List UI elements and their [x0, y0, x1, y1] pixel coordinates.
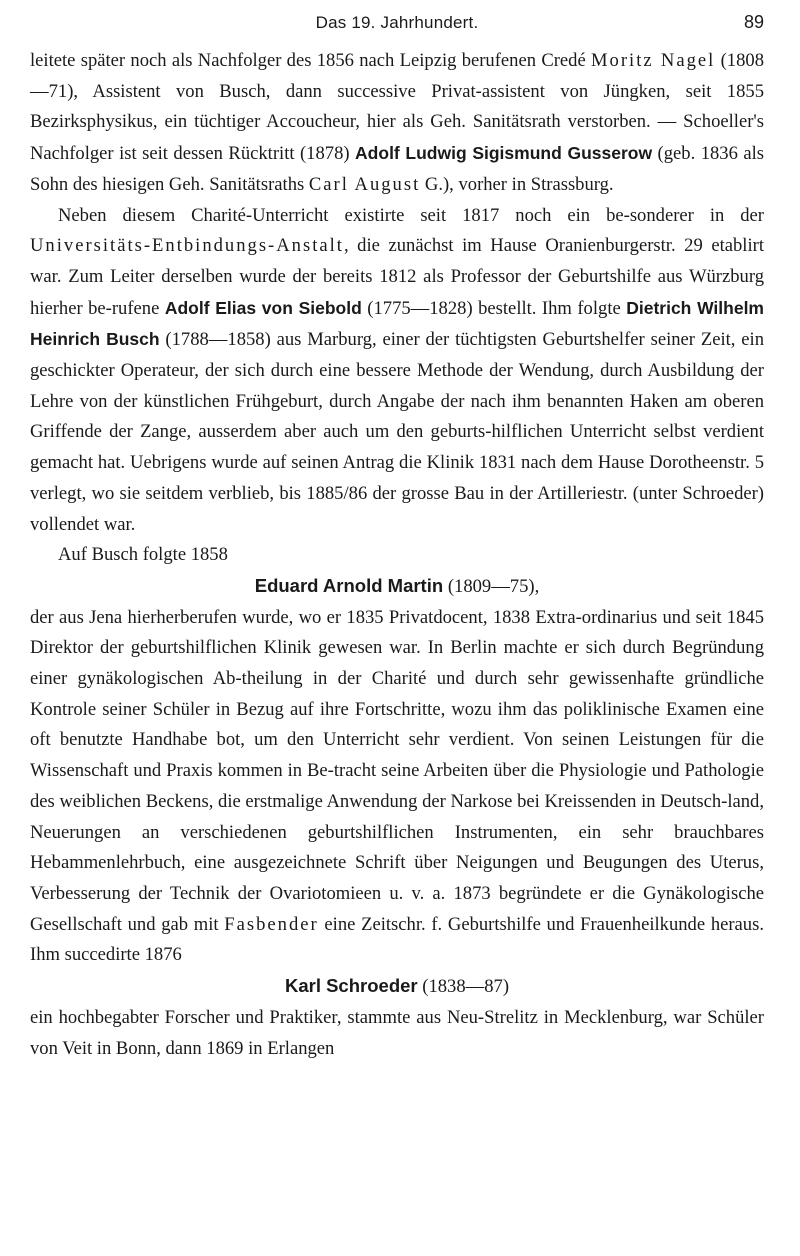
text-segment: G.), vorher in Strassburg. [424, 173, 614, 195]
body-text [30, 46, 764, 1064]
text-segment: der aus Jena hierherberufen wurde, wo er 1835 Privatdocent, 1838 Extra-ordinarius und seit 1845 Direktor der geburtshilflichen Klinik gewesen war. In Berlin machte er sich durch Begründung einer gynäkologischen Ab-theilung in der Charité und durch sehr gewissenhafte gründliche Kontrole seiner Schüler in Bezug auf ihre Fortschritte, wozu ihm das poliklinische Examen eine oft benutzte Handhabe bot, um den Unterricht sehr verdient. Von seinen Leistungen für die Wissenschaft und Praxis kommen in Be-tracht seine Arbeiten über die Physiologie und Pathologie des weiblichen Beckens, die erstmalige Anwendung der Narkose bei Kreissenden in Deutsch-land, Neuerungen an verschiedenen geburtshilflichen Instrumenten, ein sehr brauchbares Hebammenlehrbuch, eine ausgezeichnete Schrift über Neigungen und Beugungen des Uterus, Verbesserung der Technik der Ovariotomieen u. v. a. 1873 begründete er die Gynäkologische Gesellschaft und gab mit [30, 606, 764, 935]
heading-name: Karl Schroeder [284, 975, 418, 997]
paragraph-nagel-gusserow [30, 46, 764, 201]
text-segment: (geb. 1836 als Sohn des hiesigen Geh. Sanitätsraths [30, 143, 764, 195]
running-title: Das 19. Jahrhundert. [315, 13, 479, 32]
paragraph-busch-folgte [30, 540, 764, 571]
heading-dates: (1809—75), [447, 575, 540, 597]
institution-name: Universitäts-Entbindungs-Anstalt [30, 235, 344, 257]
person-name-siebold: Adolf Elias von Siebold [164, 297, 362, 318]
text-segment: Neben diesem Charité-Unterricht existirte seit 1817 noch ein be-sonderer in der [58, 204, 764, 226]
page-header [30, 0, 764, 46]
person-name-nagel: Moritz Nagel [591, 50, 716, 71]
person-name-busch: Dietrich Wilhelm Heinrich Busch [30, 297, 764, 350]
text-segment: ein hochbegabter Forscher und Praktiker, stammte aus Neu-Strelitz in Mecklenburg, war Schüler von Veit in Bonn, dann 1869 in Erlangen [30, 1006, 764, 1059]
person-name-gusserow: Adolf Ludwig Sigismund Gusserow [355, 143, 653, 164]
text-segment: leitete später noch als Nachfolger des 1856 nach Leipzig berufenen Credé [30, 50, 586, 71]
paragraph-martin [30, 603, 764, 971]
text-segment: (1775—1828) bestellt. Ihm folgte [367, 297, 621, 319]
text-segment: (1808—71), Assistent von Busch, dann successive Privat-assistent von Jüngken, seit 1855 Bezirksphysikus, ein tüchtiger Accoucheur, hier als Geh. Sanitätsrath verstorben. — Schoeller's Nachfolger ist seit dessen Rücktritt (1878) [30, 50, 764, 165]
section-heading-schroeder [30, 971, 764, 1003]
paragraph-universitaets-anstalt [30, 201, 764, 541]
heading-name: Eduard Arnold Martin [254, 574, 444, 596]
person-name-fasbender: Fasbender [224, 913, 319, 935]
text-segment: Auf Busch folgte 1858 [58, 544, 228, 566]
text-segment: , die zunächst im Hause Oranienburgerstr. 29 etablirt war. Zum Leiter derselben wurde der bereits 1812 als Professor der Geburtshilfe aus Würzburg hierher be-rufene [30, 235, 764, 319]
heading-dates: (1838—87) [422, 976, 510, 998]
paragraph-schroeder [30, 1003, 764, 1064]
text-segment: eine Zeitschr. f. Geburtshilfe und Frauenheilkunde heraus. Ihm succedirte 1876 [30, 913, 764, 966]
person-name-carl-august: Carl August [308, 173, 421, 195]
section-heading-martin [30, 571, 764, 603]
text-segment: (1788—1858) aus Marburg, einer der tüchtigsten Geburtshelfer seiner Zeit, ein geschickter Operateur, der sich durch eine bessere Methode der Wendung, durch Ausbildung der Lehre von der künstlichen Frühgeburt, durch Angabe der nach ihm benannten Haken am oberen Griffende der Zange, ausserdem aber auch um den geburts-hilflichen Unterricht selbst verdient gemacht hat. Uebrigens wurde auf seinen Antrag die Klinik 1831 nach dem Hause Dorotheenstr. 5 verlegt, wo sie seitdem verblieb, bis 1885/86 der grosse Bau in der Artilleriestr. (unter Schroeder) vollendet war. [30, 329, 764, 535]
page-number: 89 [743, 12, 764, 32]
